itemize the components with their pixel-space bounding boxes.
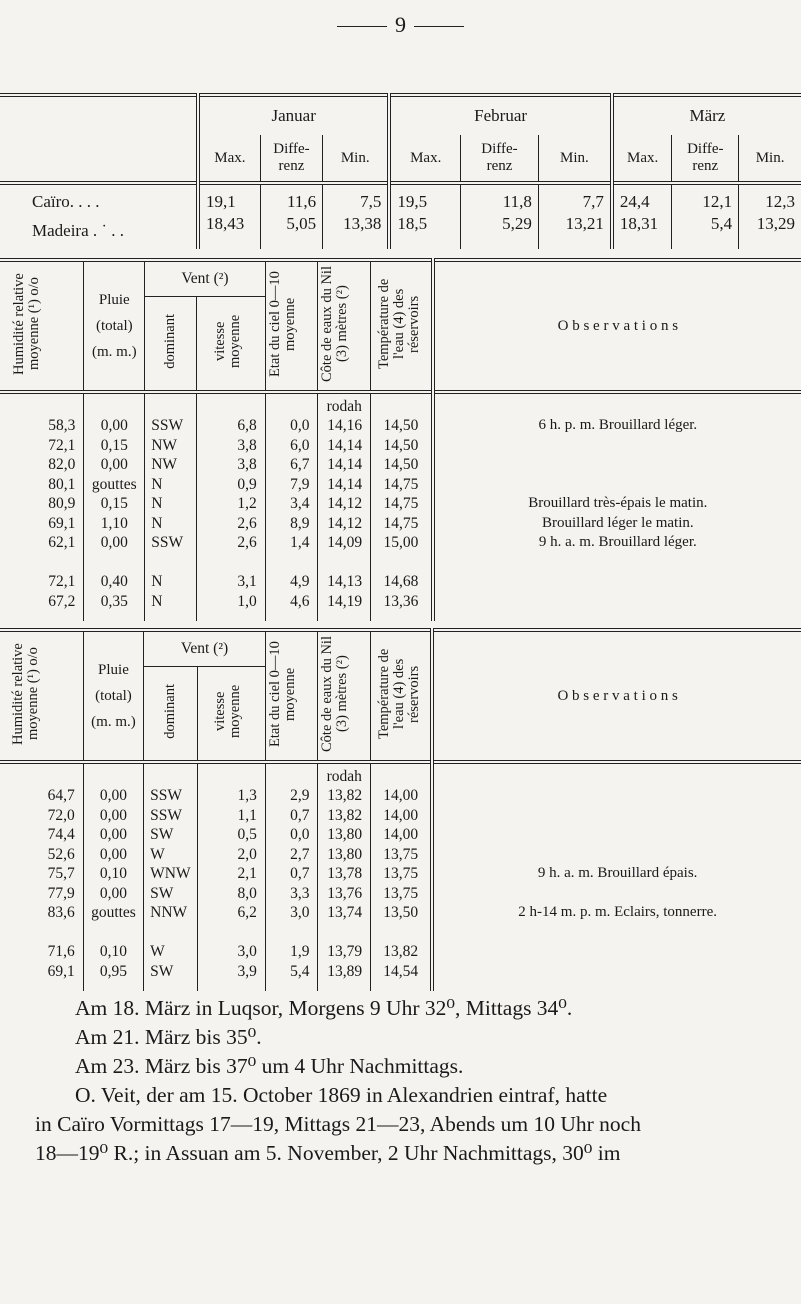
data-value: 0,0: [290, 826, 310, 843]
data-value: N: [151, 592, 163, 610]
data-value: [371, 923, 430, 943]
observation-note: [434, 884, 801, 904]
wind-speed-col: [197, 762, 265, 991]
humidity-header: [0, 260, 84, 392]
data-value: 13,75: [383, 865, 419, 882]
month-header: Januar: [198, 95, 389, 135]
data-value: 13,82: [327, 806, 363, 824]
data-value: 3,8: [237, 456, 257, 473]
sky-header-label: Etat du ciel 0—10 moyenne: [266, 270, 298, 377]
observation-note: [434, 825, 801, 845]
text-line: 18—19⁰ R.; in Assuan am 5. November, 2 Uhr Nachmittags, 30⁰ im: [35, 1141, 621, 1165]
data-value: SW: [150, 962, 174, 980]
data-value: [84, 553, 144, 573]
data-value: 14,19: [327, 592, 363, 610]
data-value: 3,8: [237, 436, 257, 454]
data-value: 0,00: [99, 826, 128, 843]
data-value: 77,9: [47, 884, 75, 902]
value-cell: 12,3: [739, 183, 801, 213]
data-value: 69,1: [47, 962, 75, 980]
wind-speed-label: vitesse moyenne: [212, 684, 244, 738]
data-value: 14,50: [383, 436, 419, 454]
value-cell: 5,29: [461, 213, 539, 249]
data-value: 74,4: [47, 826, 75, 843]
value-cell: 11,6: [260, 183, 322, 213]
observation-note: Brouillard très-épais le matin.: [528, 495, 708, 511]
data-value: 0,7: [290, 806, 310, 824]
data-value: [145, 553, 196, 573]
observation-note: [435, 592, 801, 612]
col-diff: Diffe- renz: [672, 135, 739, 183]
observation-note: [434, 962, 801, 982]
wind-speed-col: [196, 392, 265, 621]
data-value: 3,1: [237, 573, 257, 590]
data-value: 2,7: [290, 845, 310, 863]
value-cell: 7,7: [538, 183, 611, 213]
rodah-label: rodah: [326, 398, 362, 415]
data-value: 4,6: [290, 592, 310, 610]
temp-header-label: Température de l'eau (4) des réservoirs: [375, 278, 422, 369]
temp-col: [371, 762, 433, 991]
observation-note: 9 h. a. m. Brouillard épais.: [537, 865, 698, 881]
data-value: [0, 553, 83, 573]
data-value: WNW: [150, 865, 191, 882]
data-value: 80,1: [48, 475, 76, 493]
data-value: 14,00: [383, 787, 419, 804]
observation-note: [435, 436, 801, 456]
table-row: [0, 183, 801, 213]
nile-header-label: Côte de eaux du Nil (3) mètres (²): [319, 635, 351, 752]
data-value: 0,15: [100, 436, 128, 454]
data-value: SSW: [150, 787, 183, 804]
data-value: 3,0: [290, 904, 310, 921]
data-value: 0,00: [99, 806, 128, 824]
observations-col: [433, 392, 801, 621]
wind-dominant-label: dominant: [162, 313, 178, 369]
data-value: gouttes: [91, 475, 137, 493]
wind-speed-header: [196, 297, 265, 392]
col-min: Min.: [538, 135, 611, 183]
value-cell: 13,21: [538, 213, 611, 249]
observation-note: [434, 923, 801, 943]
col-max: Max.: [389, 135, 460, 183]
observation-note: Brouillard léger le matin.: [542, 514, 694, 531]
temperature-comparison-table: [0, 93, 801, 249]
data-value: 52,6: [47, 845, 75, 863]
rain-label: (total): [95, 688, 132, 704]
col-diff: Diffe- renz: [461, 135, 539, 183]
data-value: 14,12: [327, 514, 363, 532]
observation-note: [435, 475, 801, 495]
data-value: 8,0: [237, 884, 257, 902]
rain-label: (m. m.): [92, 344, 137, 360]
wind-dir-col: [145, 392, 197, 621]
data-value: 3,4: [290, 495, 310, 512]
sky-header: [265, 260, 318, 392]
humidity-label: Humidité relative moyenne (¹) o/o: [10, 272, 42, 375]
data-value: [144, 923, 197, 943]
value-cell: 11,8: [461, 183, 539, 213]
data-value: 1,9: [290, 943, 310, 960]
data-value: 13,80: [327, 826, 363, 843]
wind-dominant-header: [145, 297, 197, 392]
temp-header: [371, 630, 433, 762]
col-diff: Diffe- renz: [260, 135, 322, 183]
data-value: 0,5: [237, 826, 257, 843]
meteo-table-1: [0, 258, 801, 621]
data-value: 3,3: [290, 884, 310, 902]
col-max: Max.: [612, 135, 672, 183]
data-value: 69,1: [48, 514, 76, 532]
nile-col: [318, 392, 371, 621]
data-value: 5,4: [290, 962, 310, 980]
text-line: Am 23. März bis 37⁰ um 4 Uhr Nachmittags.: [75, 1054, 464, 1078]
data-value: NW: [151, 456, 178, 473]
data-value: 3,9: [237, 962, 257, 980]
place-label: Caïro. . . .: [32, 192, 100, 211]
data-value: 14,14: [327, 436, 363, 454]
data-value: 1,10: [100, 514, 128, 532]
rodah-label: rodah: [326, 768, 362, 785]
data-value: 13,80: [327, 845, 363, 863]
value-cell: 12,1: [672, 183, 739, 213]
data-value: 0,00: [99, 884, 128, 902]
data-value: 13,76: [327, 884, 363, 902]
data-value: 13,79: [327, 943, 363, 960]
data-value: SSW: [151, 417, 184, 434]
data-value: 1,1: [237, 806, 257, 824]
value-cell: 13,38: [323, 213, 390, 249]
month-header: Februar: [389, 95, 611, 135]
humidity-label: Humidité relative moyenne (¹) o/o: [10, 642, 42, 745]
data-value: 71,6: [47, 943, 75, 960]
observations-header: O b s e r v a t i o n s: [433, 260, 801, 392]
month-header: März: [612, 95, 801, 135]
temp-header: [371, 260, 433, 392]
data-value: [266, 553, 318, 573]
observation-note: [434, 806, 801, 826]
data-value: 67,2: [48, 592, 76, 610]
data-value: 72,1: [48, 573, 76, 590]
data-value: 0,15: [100, 495, 128, 512]
data-value: 83,6: [47, 904, 75, 921]
data-value: 13,36: [383, 592, 419, 610]
nile-header: [318, 630, 371, 762]
value-cell: 24,4: [612, 183, 672, 213]
data-value: 72,0: [47, 806, 75, 824]
rain-label: (total): [95, 318, 133, 334]
data-value: 14,50: [383, 456, 419, 473]
data-value: 13,82: [327, 787, 363, 804]
data-value: 0,10: [99, 865, 128, 882]
humidity-col: [0, 392, 84, 621]
data-value: 15,00: [383, 534, 419, 551]
data-value: 14,00: [383, 826, 419, 843]
rain-label: Pluie: [98, 292, 130, 308]
data-value: 1,0: [237, 592, 257, 610]
data-value: N: [151, 573, 163, 590]
data-value: 14,75: [383, 514, 419, 532]
data-value: 0,00: [99, 845, 128, 863]
data-value: N: [151, 495, 163, 512]
data-value: 2,9: [290, 787, 310, 804]
observation-note: [434, 786, 801, 806]
wind-dominant-header: [144, 667, 198, 762]
observation-note: [435, 455, 801, 475]
data-value: 64,7: [47, 787, 75, 804]
data-value: 0,00: [100, 417, 128, 434]
observation-note: 2 h-14 m. p. m. Eclairs, tonnerre.: [518, 904, 717, 920]
data-value: 4,9: [290, 573, 310, 590]
data-value: 14,12: [327, 495, 363, 512]
data-value: 13,82: [383, 943, 419, 960]
sky-col: [265, 392, 318, 621]
data-value: 0,0: [290, 417, 310, 434]
data-value: 2,1: [237, 865, 257, 882]
data-value: SW: [150, 884, 174, 902]
wind-dominant-label: dominant: [161, 683, 178, 739]
data-value: 13,75: [383, 845, 419, 863]
observation-note: [434, 942, 801, 962]
data-value: 72,1: [48, 436, 76, 454]
data-value: 82,0: [48, 456, 76, 473]
data-value: [84, 923, 143, 943]
value-cell: 5,4: [672, 213, 739, 249]
data-value: 0,00: [99, 787, 128, 804]
data-value: 14,14: [327, 475, 363, 493]
sky-col: [265, 762, 318, 991]
value-cell: 19,5: [389, 183, 460, 213]
data-value: [266, 923, 318, 943]
data-value: 0,00: [100, 534, 128, 551]
wind-header: Vent (²): [145, 260, 266, 297]
data-value: 0,9: [237, 475, 257, 493]
data-value: 14,54: [383, 962, 419, 980]
rain-col: [83, 762, 143, 991]
table-row: [0, 213, 801, 249]
data-value: 1,4: [290, 534, 310, 551]
observations-col: [432, 762, 801, 991]
data-value: 14,14: [327, 456, 363, 473]
data-value: 1,3: [237, 787, 257, 804]
data-value: NNW: [150, 904, 188, 921]
data-value: 14,00: [383, 806, 419, 824]
data-value: 14,16: [327, 417, 363, 434]
observation-note: [434, 845, 801, 865]
data-value: [318, 553, 370, 573]
wind-dir-col: [144, 762, 198, 991]
data-value: gouttes: [91, 904, 136, 921]
data-value: 8,9: [290, 514, 310, 532]
data-value: 0,95: [99, 962, 128, 980]
col-max: Max.: [198, 135, 260, 183]
data-value: 62,1: [48, 534, 76, 551]
text-block: [35, 994, 785, 1168]
value-cell: 18,31: [612, 213, 672, 249]
humidity-col: [0, 762, 83, 991]
observation-note: 9 h. a. m. Brouillard léger.: [538, 534, 697, 550]
nile-header-label: Côte de eaux du Nil (3) mètres (²): [319, 265, 351, 382]
data-value: 0,40: [100, 573, 128, 590]
data-value: 0,00: [100, 456, 128, 473]
data-value: 13,74: [327, 904, 363, 921]
value-cell: 13,29: [739, 213, 801, 249]
sky-header-label: Etat du ciel 0—10 moyenne: [266, 640, 298, 747]
data-value: 58,3: [48, 417, 76, 434]
col-min: Min.: [323, 135, 390, 183]
observation-note: 6 h. p. m. Brouillard léger.: [538, 417, 698, 433]
wind-speed-label: vitesse moyenne: [211, 314, 243, 368]
data-value: NW: [151, 436, 178, 454]
value-cell: 7,5: [323, 183, 390, 213]
data-value: 14,68: [383, 573, 419, 590]
data-value: 2,6: [237, 514, 257, 532]
value-cell: 18,43: [198, 213, 260, 249]
data-value: 0,7: [290, 865, 310, 882]
data-value: 7,9: [290, 475, 310, 493]
sky-header: [265, 630, 318, 762]
wind-speed-header: [197, 667, 265, 762]
nile-col: [318, 762, 371, 991]
rain-header: [84, 260, 145, 392]
data-value: [318, 923, 370, 943]
observation-note: [435, 572, 801, 592]
data-value: 2,0: [237, 845, 257, 863]
rain-label: (m. m.): [91, 714, 136, 730]
data-value: 3,0: [237, 943, 257, 960]
data-value: [371, 553, 431, 573]
data-value: 6,2: [237, 904, 257, 921]
data-value: 0,10: [99, 943, 128, 960]
data-value: 0,35: [100, 592, 128, 610]
data-value: 6,0: [290, 436, 310, 454]
nile-header: [318, 260, 371, 392]
data-value: N: [151, 475, 163, 493]
data-value: SW: [150, 826, 174, 843]
page-number: 9: [0, 12, 801, 38]
observations-header: O b s e r v a t i o n s: [432, 630, 801, 762]
rain-col: [84, 392, 145, 621]
data-value: W: [150, 845, 165, 863]
data-value: 14,50: [383, 417, 419, 434]
data-value: [0, 923, 83, 943]
data-value: 75,7: [47, 865, 75, 882]
text-line: O. Veit, der am 15. October 1869 in Alexandrien eintraf, hatte: [75, 1083, 608, 1107]
data-value: SSW: [150, 806, 183, 824]
wind-header: Vent (²): [144, 630, 266, 667]
data-value: 13,89: [327, 962, 363, 980]
temp-header-label: Température de l'eau (4) des réservoirs: [375, 648, 422, 739]
humidity-header: [0, 630, 83, 762]
data-value: [198, 923, 265, 943]
data-value: 14,75: [383, 475, 419, 493]
data-value: 13,50: [383, 904, 419, 921]
data-value: 80,9: [48, 495, 76, 512]
meteo-table-2: [0, 628, 801, 991]
data-value: 13,75: [383, 884, 419, 902]
data-value: N: [151, 514, 163, 532]
value-cell: 5,05: [260, 213, 322, 249]
data-value: 6,8: [237, 417, 257, 434]
data-value: 2,6: [237, 534, 257, 551]
data-value: W: [150, 943, 165, 960]
value-cell: 19,1: [198, 183, 260, 213]
observation-note: [435, 553, 801, 573]
text-line: Am 21. März bis 35⁰.: [75, 1025, 262, 1049]
data-value: SSW: [151, 534, 184, 551]
value-cell: 18,5: [389, 213, 460, 249]
place-label: Madeira . ˙ . .: [32, 221, 125, 240]
rain-header: [83, 630, 143, 762]
data-value: 13,78: [327, 865, 363, 882]
text-line: in Caïro Vormittags 17—19, Mittags 21—23, Abends um 10 Uhr noch: [35, 1112, 641, 1136]
data-value: 14,09: [327, 534, 363, 551]
data-value: [197, 553, 265, 573]
data-value: 14,13: [327, 573, 363, 590]
data-value: 14,75: [383, 495, 419, 512]
rain-label: Pluie: [98, 662, 129, 678]
text-line: Am 18. März in Luqsor, Morgens 9 Uhr 32⁰, Mittags 34⁰.: [75, 996, 573, 1020]
col-min: Min.: [739, 135, 801, 183]
data-value: 1,2: [237, 495, 257, 512]
data-value: 6,7: [290, 456, 310, 473]
temp-col: [371, 392, 433, 621]
